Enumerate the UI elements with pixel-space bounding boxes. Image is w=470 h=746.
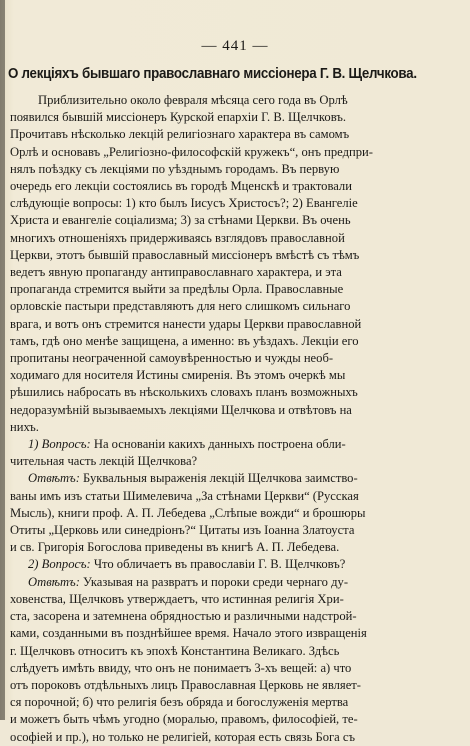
answer-line — [10, 574, 462, 591]
text-line: и св. Григорія Богослова приведены въ книгѣ А. П. Лебедева. — [10, 540, 340, 555]
question-label: 1) Вопросъ: — [28, 437, 91, 452]
text-line: и можетъ быть чѣмъ угодно (моралью, правомъ, философіей, те- — [10, 712, 358, 727]
text-line: недоразумѣній вызываемыхъ лекціями Щелчкова и отвѣтовъ на — [10, 402, 352, 417]
text-line: слѣдуетъ имѣть ввиду, что онъ не понимаетъ 3-хъ вещей: а) что — [10, 660, 352, 675]
text-line: нялъ поѣздку съ лекціями по уѣзднымъ городамъ. Въ первую — [10, 161, 340, 176]
text-line: орловскіе пастыри представляютъ для него слишкомъ сильнаго — [10, 299, 351, 314]
question-label: 2) Вопросъ: — [28, 557, 91, 572]
text-line: Мысль), книги проф. А. П. Лебедева „Слѣпые вожди“ и брошюры — [10, 505, 366, 520]
answer-label: Отвѣтъ: — [28, 471, 80, 486]
text-line: ходимаго для носителя Истины смиренія. Въ этомъ очеркѣ мы — [10, 368, 346, 383]
answer-text: Указывая на развратъ и пороки среди чернаго ду- — [83, 574, 349, 589]
text-line: ософіей и пр.), но только не религіей, которая есть связь Бога съ — [10, 729, 356, 744]
text-line: г. Щелчковъ относитъ къ эпохѣ Константина Великаго. Здѣсь — [10, 643, 340, 658]
text-line: чительная часть лекцій Щелчкова? — [10, 454, 198, 469]
text-line: Прочитавъ нѣсколько лекцій религіознаго характера въ самомъ — [10, 127, 350, 142]
text-line: ведетъ явную пропаганду антиправославнаго характера, и эта — [10, 265, 342, 280]
text-line: ховенства, Щелчковъ утверждаетъ, что истинная религія Хри- — [10, 591, 344, 606]
answer-label: Отвѣтъ: — [28, 574, 80, 589]
question-text: Что обличаетъ въ православіи Г. В. Щелчковъ? — [93, 557, 346, 572]
text-line: появился бывшій миссіонеръ Курской епархіи Г. В. Щелчковъ. — [10, 110, 346, 125]
article-title: О лекціяхъ бывшаго православнаго миссіонера Г. В. Щелчкова. — [8, 66, 417, 82]
page-number: — 441 — — [201, 38, 269, 54]
question-line — [10, 436, 462, 453]
answer-text: Буквальныя выраженія лекцій Щелчкова заимство- — [83, 471, 358, 486]
text-line: Приблизительно около февраля мѣсяца сего года въ Орлѣ — [38, 93, 348, 107]
text-line: Христа и евангеліе соціализма; 3) за стѣнами Церкви. Въ очень — [10, 213, 351, 228]
text-line: многихъ отношеніяхъ придерживаясь взглядовъ православной — [10, 230, 345, 245]
text-line: Отиты „Церковь или синедріонъ?“ Цитаты изъ Іоанна Златоуста — [10, 523, 355, 538]
text-line: ся порочной; б) что религія безъ обряда и богослуженія мертва — [10, 695, 349, 710]
text-line: врага, и вотъ онъ стремится нанести удары Церкви православной — [10, 316, 362, 331]
text-line: ста, засорена и затемнена обрядностью и различными надстрой- — [10, 609, 357, 624]
text-line: ками, созданными въ позднѣйшее время. Начало этого извращенія — [10, 626, 367, 641]
question-text: На основаніи какихъ данныхъ построена обли- — [93, 437, 346, 452]
text-line: очередь его лекціи состоялись въ городѣ Мценскѣ и трактовали — [10, 179, 352, 194]
text-line: пропаганда стремится выйти за предѣлы Орла. Православные — [10, 282, 344, 297]
text-line: Орлѣ и основавъ „Религіозно-философскій кружекъ“, онъ предпри- — [10, 144, 373, 159]
text-line: Церкви, этотъ бывшій православный миссіонеръ вмѣстѣ съ тѣмъ — [10, 247, 360, 262]
text-line: пропитаны неограченной самоувѣренностью и чужды необ- — [10, 351, 334, 366]
text-line: слѣдующіе вопросы: 1) кто былъ Іисусъ Христосъ?; 2) Евангеліе — [10, 196, 358, 211]
text-line: тамъ, гдѣ оно менѣе защищена, а именно: въ уѣздахъ. Лекціи его — [10, 333, 359, 348]
page-binding-edge — [0, 0, 5, 720]
question-line — [10, 556, 462, 573]
text-line: рѣшились набросать въ нѣсколькихъ словахъ планъ возможныхъ — [10, 385, 358, 400]
text-line: ваны имъ изъ статьи Шимелевича „За стѣнами Церкви“ (Русская — [10, 488, 359, 503]
answer-line — [10, 470, 462, 487]
text-line: отъ пороковъ отдѣльныхъ лицъ Православная Церковь не являет- — [10, 677, 361, 692]
article-body — [10, 92, 462, 746]
text-line: нихъ. — [10, 419, 39, 434]
